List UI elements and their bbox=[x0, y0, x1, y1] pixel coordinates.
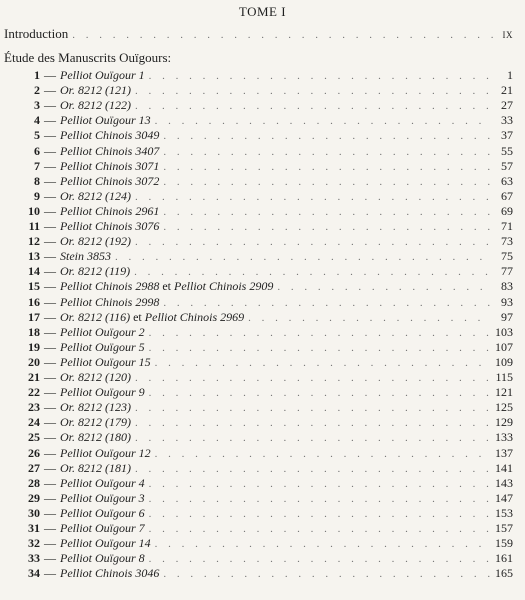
toc-entry bbox=[0, 98, 513, 113]
manuscript-name: Pelliot Ouïgour 4 bbox=[60, 475, 145, 490]
entry-page-number: 33 bbox=[501, 113, 513, 128]
manuscript-name: Pelliot Ouïgour 3 bbox=[60, 490, 145, 505]
entry-page-number: 83 bbox=[501, 279, 513, 294]
manuscript-name: Pelliot Ouïgour 14 bbox=[60, 536, 151, 551]
entry-page-number: 77 bbox=[501, 264, 513, 279]
entry-number: 6 bbox=[34, 143, 40, 158]
entry-title bbox=[60, 446, 151, 461]
entry-page-number: 109 bbox=[495, 354, 513, 369]
toc-entry bbox=[0, 174, 513, 189]
entry-number: 3 bbox=[34, 98, 40, 113]
entry-number: 33 bbox=[28, 551, 40, 566]
toc-entry bbox=[0, 128, 513, 143]
dot-leader bbox=[145, 509, 491, 520]
dot-leader bbox=[131, 418, 491, 429]
conjunction: et bbox=[130, 309, 145, 324]
entry-title bbox=[60, 204, 159, 219]
toc-entry bbox=[0, 219, 513, 234]
manuscript-name: Or. 8212 (124) bbox=[60, 188, 131, 203]
entry-dash: — bbox=[44, 490, 56, 505]
entry-title bbox=[60, 491, 145, 506]
entry-page-number: 1 bbox=[507, 68, 513, 82]
dot-leader bbox=[131, 192, 491, 203]
entry-title bbox=[60, 340, 145, 355]
entry-dash: — bbox=[44, 158, 56, 173]
dot-leader bbox=[273, 282, 491, 293]
toc-entry bbox=[0, 400, 513, 415]
dot-leader bbox=[159, 569, 491, 580]
manuscript-name: Or. 8212 (179) bbox=[60, 415, 131, 430]
entry-dash: — bbox=[44, 98, 56, 113]
entry-page-number: 165 bbox=[495, 566, 513, 581]
toc-entry bbox=[0, 491, 513, 506]
manuscript-name: Or. 8212 (180) bbox=[60, 430, 131, 445]
entry-number: 12 bbox=[28, 234, 40, 249]
toc-entry bbox=[0, 159, 513, 174]
manuscript-name: Stein 3853 bbox=[60, 249, 111, 264]
entry-number: 16 bbox=[28, 294, 40, 309]
entry-title bbox=[60, 295, 159, 310]
dot-leader bbox=[159, 207, 491, 218]
entry-title bbox=[60, 506, 145, 521]
entry-number: 21 bbox=[28, 370, 40, 384]
toc-entry bbox=[0, 430, 513, 445]
toc-entry bbox=[0, 204, 513, 219]
entry-dash: — bbox=[44, 521, 56, 535]
entry-page-number: 133 bbox=[495, 430, 513, 445]
dot-leader bbox=[145, 388, 491, 399]
entry-page-number: 125 bbox=[495, 400, 513, 415]
toc-entry bbox=[0, 536, 513, 551]
entry-dash: — bbox=[44, 551, 56, 566]
entry-dash: — bbox=[44, 415, 56, 430]
entry-dash: — bbox=[44, 294, 56, 309]
manuscript-name: Or. 8212 (116) bbox=[60, 309, 131, 324]
dot-leader bbox=[131, 86, 491, 97]
entry-number: 9 bbox=[34, 188, 40, 203]
manuscript-name: Pelliot Chinois 3407 bbox=[60, 143, 160, 158]
manuscript-name: Pelliot Ouïgour 8 bbox=[60, 551, 145, 566]
entry-page-number: 55 bbox=[501, 143, 513, 158]
entry-number: 20 bbox=[28, 354, 40, 369]
entry-page-number: 103 bbox=[495, 324, 513, 339]
manuscript-name: Or. 8212 (119) bbox=[60, 264, 131, 279]
entry-title bbox=[60, 128, 159, 143]
manuscript-name: Or. 8212 (123) bbox=[60, 400, 131, 415]
entry-dash: — bbox=[44, 324, 56, 339]
toc-entry bbox=[0, 340, 513, 355]
dot-leader bbox=[111, 252, 491, 263]
entry-title bbox=[60, 83, 131, 98]
entry-dash: — bbox=[44, 83, 56, 98]
toc-entry bbox=[0, 446, 513, 461]
entry-title bbox=[60, 113, 151, 128]
entry-title bbox=[60, 174, 159, 189]
toc-entry bbox=[0, 113, 513, 128]
entry-title bbox=[60, 566, 159, 581]
dot-leader bbox=[151, 358, 491, 369]
entry-page-number: 157 bbox=[495, 521, 513, 535]
entry-number: 11 bbox=[28, 219, 40, 233]
entry-dash: — bbox=[44, 370, 56, 384]
dot-leader bbox=[159, 177, 491, 188]
entry-page-number: 63 bbox=[501, 173, 513, 188]
manuscript-name: Pelliot Ouïgour 12 bbox=[60, 445, 151, 460]
manuscript-name: Pelliot Chinois 2909 bbox=[174, 279, 274, 294]
entry-page-number: 141 bbox=[495, 460, 513, 475]
dot-leader bbox=[131, 433, 491, 444]
entry-page-number: 137 bbox=[495, 445, 513, 460]
entry-title bbox=[60, 415, 131, 430]
entry-title bbox=[60, 536, 151, 551]
entry-number: 26 bbox=[28, 445, 40, 460]
entry-dash: — bbox=[44, 385, 56, 400]
manuscript-name: Pelliot Chinois 3046 bbox=[60, 566, 160, 581]
entry-page-number: 115 bbox=[495, 370, 513, 384]
entry-dash: — bbox=[44, 143, 56, 158]
toc-entry bbox=[0, 566, 513, 581]
entry-page-number: 37 bbox=[501, 128, 513, 143]
entry-page-number: 153 bbox=[495, 505, 513, 520]
entry-number: 32 bbox=[28, 536, 40, 551]
entry-dash: — bbox=[44, 400, 56, 415]
manuscript-name: Or. 8212 (122) bbox=[60, 98, 131, 113]
entry-title bbox=[60, 159, 159, 174]
toc-entry bbox=[0, 295, 513, 310]
manuscript-name: Pelliot Chinois 3071 bbox=[60, 158, 160, 173]
entry-page-number: 97 bbox=[501, 309, 513, 324]
entry-number: 17 bbox=[28, 309, 40, 324]
entry-dash: — bbox=[44, 566, 56, 581]
entry-dash: — bbox=[44, 113, 56, 128]
toc-entry bbox=[0, 144, 513, 159]
toc-entry bbox=[0, 249, 513, 264]
entry-number: 29 bbox=[28, 490, 40, 505]
dot-leader bbox=[145, 343, 491, 354]
entry-number: 5 bbox=[34, 128, 40, 143]
entry-title bbox=[60, 68, 145, 83]
tome-heading: TOME I bbox=[238, 4, 287, 19]
entry-number: 30 bbox=[28, 505, 40, 520]
toc-entry bbox=[0, 325, 513, 340]
manuscript-name: Pelliot Ouïgour 13 bbox=[60, 113, 151, 128]
entry-dash: — bbox=[44, 68, 56, 82]
toc-entry bbox=[0, 521, 513, 536]
entry-number: 27 bbox=[28, 460, 40, 475]
toc-introduction-row bbox=[4, 26, 513, 42]
entry-title bbox=[60, 325, 145, 340]
manuscript-name: Pelliot Chinois 2988 bbox=[60, 279, 160, 294]
toc-entry bbox=[0, 189, 513, 204]
toc-entry bbox=[0, 68, 513, 83]
toc-entry bbox=[0, 385, 513, 400]
toc-entry bbox=[0, 370, 513, 385]
entry-number: 31 bbox=[28, 521, 40, 535]
dot-leader bbox=[131, 464, 491, 475]
section-title: Étude des Manuscrits Ouïgours: bbox=[4, 50, 172, 65]
entry-title bbox=[60, 355, 151, 370]
entry-title bbox=[60, 279, 273, 294]
entry-dash: — bbox=[44, 505, 56, 520]
entry-page-number: 129 bbox=[495, 415, 513, 430]
manuscript-name: Pelliot Ouïgour 7 bbox=[60, 521, 145, 535]
entry-title bbox=[60, 98, 131, 113]
entry-dash: — bbox=[44, 339, 56, 354]
dot-leader bbox=[151, 539, 491, 550]
entry-number: 8 bbox=[34, 173, 40, 188]
entry-dash: — bbox=[44, 128, 56, 143]
entry-number: 19 bbox=[28, 339, 40, 354]
entry-number: 2 bbox=[34, 83, 40, 98]
entry-title bbox=[60, 461, 131, 476]
dot-leader bbox=[68, 30, 497, 41]
entry-dash: — bbox=[44, 219, 56, 233]
manuscript-name: Pelliot Chinois 2998 bbox=[60, 294, 160, 309]
dot-leader bbox=[145, 328, 491, 339]
entry-number: 15 bbox=[28, 279, 40, 294]
dot-leader bbox=[159, 298, 491, 309]
manuscript-name: Pelliot Ouïgour 5 bbox=[60, 339, 145, 354]
manuscript-name: Pelliot Chinois 3072 bbox=[60, 173, 160, 188]
entry-number: 23 bbox=[28, 400, 40, 415]
entry-page-number: 69 bbox=[501, 203, 513, 218]
toc-entry bbox=[0, 551, 513, 566]
manuscript-name: Pelliot Chinois 2961 bbox=[60, 203, 160, 218]
toc-entry bbox=[0, 264, 513, 279]
entry-dash: — bbox=[44, 460, 56, 475]
entry-number: 7 bbox=[34, 158, 40, 173]
toc-entry bbox=[0, 355, 513, 370]
manuscript-name: Or. 8212 (181) bbox=[60, 460, 131, 475]
entry-dash: — bbox=[44, 234, 56, 249]
entry-dash: — bbox=[44, 203, 56, 218]
dot-leader bbox=[159, 222, 491, 233]
dot-leader bbox=[145, 554, 491, 565]
manuscript-name: Pelliot Chinois 3076 bbox=[60, 219, 160, 233]
dot-leader bbox=[131, 373, 491, 384]
toc-entry bbox=[0, 506, 513, 521]
manuscript-name: Pelliot Ouïgour 2 bbox=[60, 324, 145, 339]
manuscript-name: Pelliot Ouïgour 15 bbox=[60, 354, 151, 369]
dot-leader bbox=[145, 479, 491, 490]
entry-page-number: 21 bbox=[501, 83, 513, 98]
toc-entry bbox=[0, 279, 513, 294]
entry-page-number: 71 bbox=[501, 219, 513, 233]
entry-title bbox=[60, 521, 145, 536]
entry-title bbox=[60, 430, 131, 445]
manuscript-name: Pelliot Ouïgour 6 bbox=[60, 505, 145, 520]
manuscript-name: Pelliot Chinois 3049 bbox=[60, 128, 160, 143]
entry-number: 22 bbox=[28, 385, 40, 400]
dot-leader bbox=[145, 71, 491, 82]
entry-page-number: 159 bbox=[495, 536, 513, 551]
entry-page-number: 27 bbox=[501, 98, 513, 113]
entry-number: 4 bbox=[34, 113, 40, 128]
entry-number: 25 bbox=[28, 430, 40, 445]
conjunction: et bbox=[159, 279, 175, 294]
dot-leader bbox=[131, 101, 491, 112]
manuscript-name: Or. 8212 (192) bbox=[60, 234, 131, 249]
entry-number: 34 bbox=[28, 566, 40, 581]
entry-dash: — bbox=[44, 279, 56, 294]
entry-dash: — bbox=[44, 309, 56, 324]
manuscript-name: Pelliot Ouïgour 9 bbox=[60, 385, 145, 400]
entry-title bbox=[60, 264, 130, 279]
entry-dash: — bbox=[44, 249, 56, 264]
entry-dash: — bbox=[44, 475, 56, 490]
entry-dash: — bbox=[44, 173, 56, 188]
entry-title bbox=[60, 219, 159, 234]
entry-page-number: 147 bbox=[495, 490, 513, 505]
entry-number: 18 bbox=[28, 324, 40, 339]
entry-dash: — bbox=[44, 445, 56, 460]
toc-entry bbox=[0, 461, 513, 476]
dot-leader bbox=[131, 403, 491, 414]
dot-leader bbox=[244, 313, 491, 324]
entry-number: 13 bbox=[28, 249, 40, 264]
entry-page-number: 161 bbox=[495, 551, 513, 566]
toc-entry bbox=[0, 83, 513, 98]
dot-leader bbox=[145, 524, 491, 535]
entry-page-number: 67 bbox=[501, 188, 513, 203]
manuscript-name: Pelliot Chinois 2969 bbox=[144, 309, 245, 324]
entry-title bbox=[60, 385, 145, 400]
manuscript-name: Or. 8212 (120) bbox=[60, 370, 131, 384]
entry-number: 28 bbox=[28, 475, 40, 490]
entry-page-number: 93 bbox=[501, 294, 513, 309]
entry-page-number: 107 bbox=[495, 339, 513, 354]
entry-title bbox=[60, 249, 111, 264]
dot-leader bbox=[145, 494, 491, 505]
entry-page-number: 121 bbox=[495, 385, 513, 400]
dot-leader bbox=[159, 162, 491, 173]
dot-leader bbox=[159, 147, 491, 158]
entry-number: 24 bbox=[28, 415, 40, 430]
entry-title bbox=[60, 476, 145, 491]
entry-dash: — bbox=[44, 536, 56, 551]
introduction-page-number: IX bbox=[502, 30, 513, 40]
dot-leader bbox=[131, 237, 491, 248]
entry-title bbox=[60, 310, 244, 325]
entry-number: 10 bbox=[28, 203, 40, 218]
entry-page-number: 73 bbox=[501, 234, 513, 249]
dot-leader bbox=[130, 267, 491, 278]
manuscript-name: Or. 8212 (121) bbox=[60, 83, 131, 98]
toc-entry bbox=[0, 234, 513, 249]
toc-entry bbox=[0, 476, 513, 491]
entry-page-number: 143 bbox=[495, 475, 513, 490]
dot-leader bbox=[151, 449, 491, 460]
entry-dash: — bbox=[44, 430, 56, 445]
introduction-label: Introduction bbox=[4, 26, 69, 41]
dot-leader bbox=[151, 116, 491, 127]
dot-leader bbox=[159, 131, 491, 142]
toc-entry bbox=[0, 310, 513, 325]
entry-title bbox=[60, 551, 145, 566]
entry-title bbox=[60, 370, 131, 385]
entry-dash: — bbox=[44, 188, 56, 203]
manuscript-name: Pelliot Ouïgour 1 bbox=[60, 68, 145, 82]
entry-page-number: 75 bbox=[501, 249, 513, 264]
entry-title bbox=[60, 400, 131, 415]
entry-dash: — bbox=[44, 354, 56, 369]
entry-number: 1 bbox=[34, 68, 40, 82]
entry-page-number: 57 bbox=[501, 158, 513, 173]
toc-entry bbox=[0, 415, 513, 430]
entry-dash: — bbox=[44, 264, 56, 279]
entry-number: 14 bbox=[28, 264, 40, 279]
entry-title bbox=[60, 189, 131, 204]
entry-title bbox=[60, 234, 131, 249]
entry-title bbox=[60, 144, 159, 159]
